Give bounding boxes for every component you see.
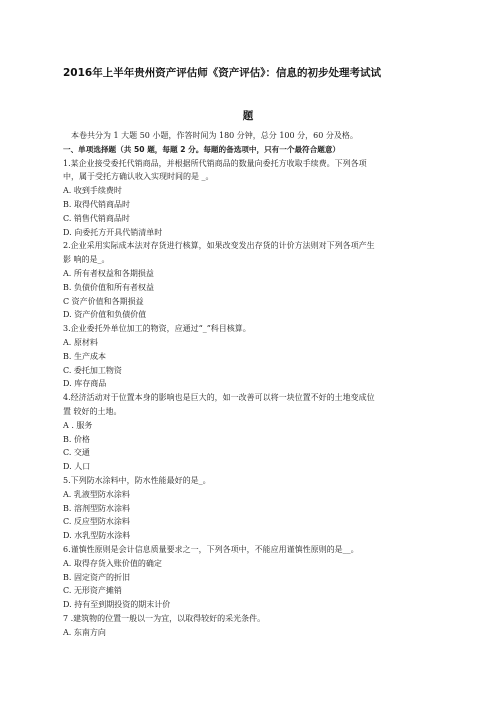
answer-option: A. 取得存货入账价值的确定 [63, 558, 162, 568]
answer-option: A. 收到手续费时 [63, 186, 122, 196]
answer-option: B. 固定资产的折旧 [63, 572, 130, 582]
answer-option: B. 负债价值和所有者权益 [63, 282, 154, 292]
answer-option: D. 人口 [63, 462, 91, 472]
document-body [63, 129, 435, 639]
answer-option: C. 无形资产摊销 [63, 586, 122, 596]
answer-option: D. 库存商品 [63, 379, 107, 389]
question-text: 6.谨慎性原则是会计信息质量要求之一，下列各项中，不能应用谨慎性原则的是__。 [63, 544, 359, 554]
answer-option: C. 销售代销商品时 [63, 213, 130, 223]
answer-option: D. 向委托方开具代销清单时 [63, 227, 163, 237]
answer-option: B. 溶剂型防水涂料 [63, 503, 130, 513]
answer-option: D. 水乳型防水涂料 [63, 531, 131, 541]
question-list [63, 157, 435, 640]
question-text: 影 响的是_。 [63, 255, 110, 265]
answer-option: C. 委托加工物资 [63, 365, 122, 375]
answer-option: A. 所有者权益和各期损益 [63, 268, 154, 278]
answer-option: C. 交通 [63, 448, 90, 458]
document-title [63, 66, 433, 81]
question-text: 1.某企业接受委托代销商品，并根据所代销商品的数量向委托方收取手续费。下列各项 [63, 158, 367, 168]
answer-option: D. 资产价值和负债价值 [63, 310, 147, 320]
question-text: 4.经济活动对于位置本身的影响也是巨大的，如一改善可以将一块位置不好的土地变成位 [63, 393, 375, 403]
question-text: 7 .建筑物的位置一般以一为宜，以取得较好的采光条件。 [63, 613, 266, 623]
answer-option: C 资产价值和各期损益 [63, 296, 144, 306]
answer-option: D. 持有至到期投资的期末计价 [63, 600, 171, 610]
question-text: 2.企业采用实际成本法对存货进行核算，如果改变发出存货的计价方法则对下列各项产生 [63, 241, 375, 251]
title-text: 2016年上半年贵州资产评估师《资产评估》：信息的初步处理考试试 [63, 67, 381, 79]
question-text: 置 较好的土地。 [63, 406, 122, 416]
question-text: 中，属于受托方确认收入实现时间的是 _。 [63, 172, 214, 182]
answer-option: C. 反应型防水涂料 [63, 517, 130, 527]
answer-option: B. 生产成本 [63, 351, 106, 361]
question-text: 5.下列防水涂料中，防水性能最好的是_。 [63, 475, 211, 485]
question-text: 3.企业委托外单位加工的物资，应通过“_”科目核算。 [63, 324, 251, 334]
exam-intro: 本卷共分为 1 大题 50 小题，作答时间为 180 分钟，总分 100 分，60 分及格。 [71, 131, 358, 140]
answer-option: B. 取得代销商品时 [63, 199, 130, 209]
document-title-continuation: 题 [242, 110, 254, 122]
answer-option: A. 原材料 [63, 337, 98, 347]
section-heading: 一、单项选择题（共 50 题，每题 2 分。每题的备选项中，只有一个最符合题意） [63, 144, 341, 154]
answer-option: B. 价格 [63, 434, 90, 444]
answer-option: A. 东南方向 [63, 627, 106, 637]
answer-option: A . 服务 [63, 420, 93, 430]
answer-option: A. 乳液型防水涂料 [63, 489, 130, 499]
